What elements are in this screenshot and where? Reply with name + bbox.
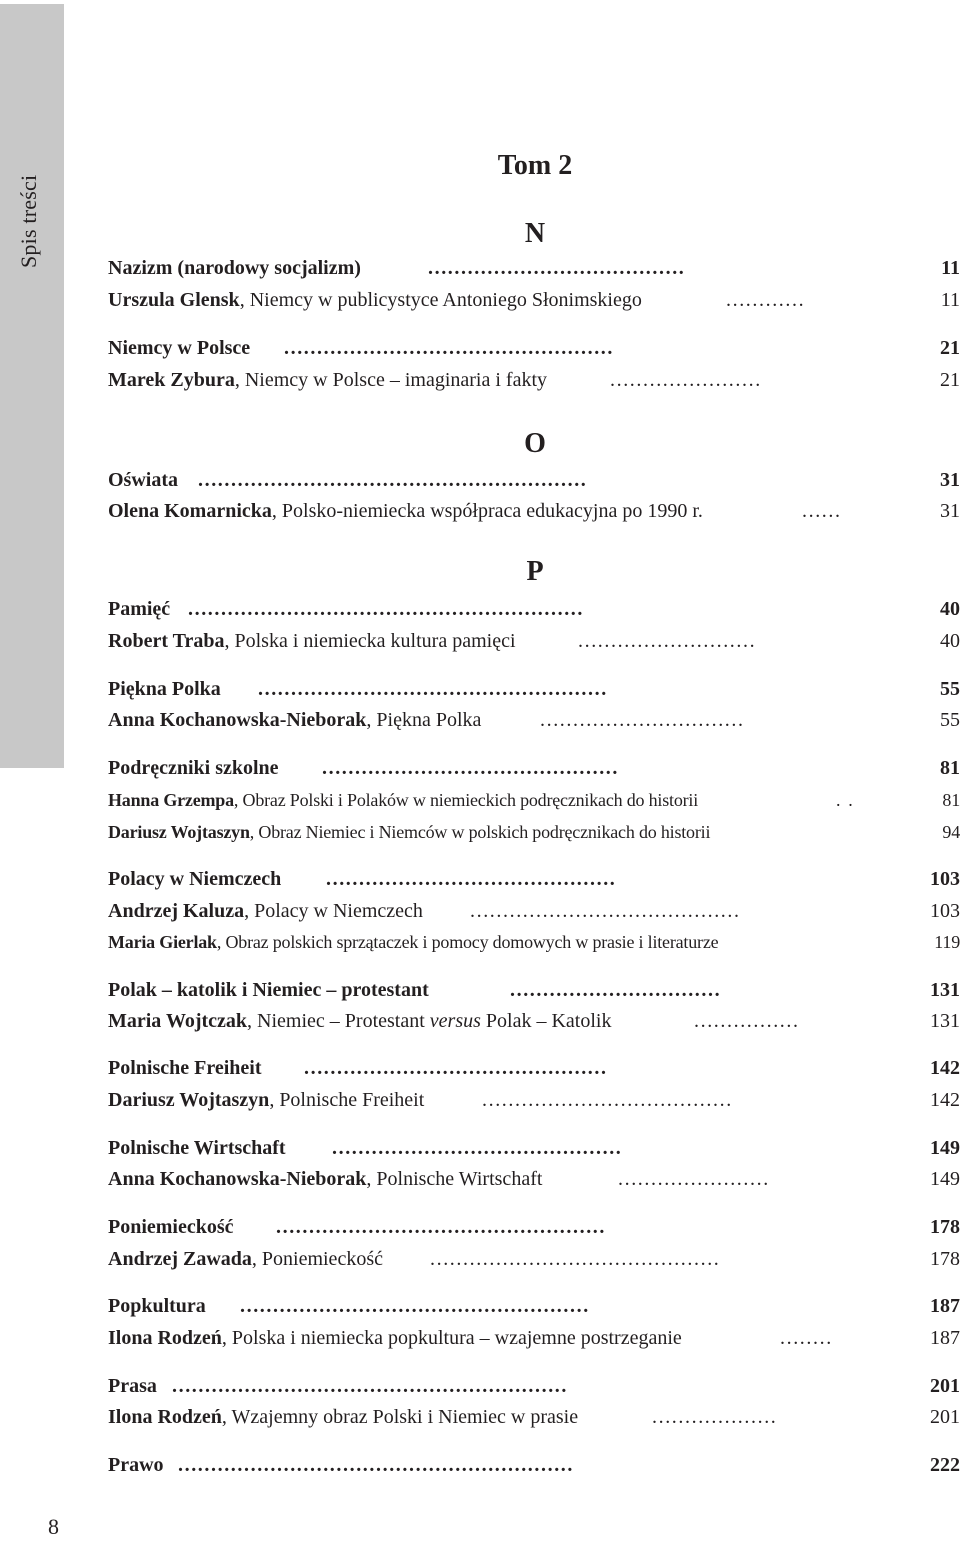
page-ref: 178: [930, 1248, 960, 1270]
leader-dots: . .: [836, 790, 855, 810]
article-author: Andrzej Kaluza: [108, 900, 245, 922]
toc-article[interactable]: Olena Komarnicka, Polsko-niemiecka współpraca edukacyjna po 1990 r. ...... 31: [108, 496, 960, 526]
page-ref: 31: [940, 469, 960, 491]
article-title: Polacy w Niemczech: [254, 900, 423, 922]
leader-dots: ......: [802, 500, 842, 522]
leader-dots: ................: [694, 1010, 800, 1032]
article-author: Anna Kochanowska-Nieborak: [108, 1168, 367, 1190]
leader-dots: .....................................................: [258, 678, 608, 700]
page-ref: 187: [930, 1295, 960, 1317]
heading-title: Pamięć: [108, 598, 171, 620]
leader-dots: ...........................: [578, 630, 757, 652]
leader-dots: .........................................: [470, 900, 741, 922]
leader-dots: ...........................................................: [198, 469, 588, 491]
leader-dots: ........: [780, 1327, 833, 1349]
page-ref: 55: [940, 709, 960, 731]
article-author: Dariusz Wojtaszyn: [108, 822, 250, 842]
page-ref: 222: [930, 1454, 960, 1476]
leader-dots: .......................: [618, 1168, 770, 1190]
leader-dots: ................................: [510, 979, 722, 1001]
toc-heading[interactable]: [108, 1450, 960, 1480]
volume-title: Tom 2: [497, 150, 573, 181]
heading-title: Polnische Wirtschaft: [108, 1137, 286, 1159]
toc-article[interactable]: Hanna Grzempa, Obraz Polski i Polaków w niemieckich podręcznikach do historii . . 81: [108, 785, 960, 815]
toc-heading[interactable]: [108, 1053, 960, 1083]
leader-dots: ............................................: [430, 1248, 721, 1270]
toc-heading[interactable]: [108, 753, 960, 783]
article-title: Polnische Wirtschaft: [376, 1168, 543, 1190]
letter-heading-n: N: [524, 218, 546, 249]
page-ref: 201: [930, 1406, 960, 1428]
article-author: Hanna Grzempa: [108, 790, 234, 810]
leader-dots: ............: [726, 289, 806, 311]
article-author: Urszula Glensk: [108, 289, 240, 311]
leader-dots: .....................................................: [240, 1295, 590, 1317]
page-ref: 55: [940, 678, 960, 700]
article-title: Obraz polskich sprzątaczek i pomocy domowych w prasie i literaturze: [225, 932, 719, 952]
page-ref: 11: [941, 257, 960, 279]
page-ref: 81: [942, 790, 960, 810]
article-title: Piękna Polka: [376, 709, 482, 731]
toc-heading[interactable]: [108, 674, 960, 704]
leader-dots: ..................................................: [276, 1216, 606, 1238]
article-title: Niemcy w publicystyce Antoniego Słonimskiego: [249, 289, 642, 311]
article-author: Marek Zybura: [108, 369, 235, 391]
article-title: Obraz Niemiec i Niemców w polskich podręcznikach do historii: [258, 822, 711, 842]
article-title-italic: versus: [429, 1010, 481, 1032]
toc-heading[interactable]: [108, 465, 960, 495]
heading-title: Prasa: [108, 1375, 157, 1397]
toc-heading[interactable]: [108, 1212, 960, 1242]
toc-article[interactable]: Marek Zybura, Niemcy w Polsce – imaginaria i fakty ....................... 21: [108, 365, 960, 395]
page-ref: 142: [930, 1057, 960, 1079]
leader-dots: .......................: [610, 369, 762, 391]
leader-dots: .............................................: [322, 757, 619, 779]
page-ref: 187: [930, 1327, 960, 1349]
leader-dots: ............................................................: [172, 1375, 568, 1397]
toc-heading[interactable]: [108, 253, 960, 283]
leader-dots: .......................................: [428, 257, 686, 279]
article-title: Polnische Freiheit: [279, 1089, 425, 1111]
toc-article[interactable]: Maria Wojtczak, Niemiec – Protestant versus Polak – Katolik ................ 131: [108, 1006, 960, 1036]
leader-dots: ............................................: [332, 1137, 623, 1159]
heading-title: Polnische Freiheit: [108, 1057, 262, 1079]
article-author: Dariusz Wojtaszyn: [108, 1089, 270, 1111]
leader-dots: ......................................: [482, 1089, 733, 1111]
side-tab: [0, 4, 64, 768]
article-author: Olena Komarnicka: [108, 500, 272, 522]
page-ref: 119: [934, 932, 960, 952]
page-ref: 40: [940, 630, 960, 652]
toc-article[interactable]: Dariusz Wojtaszyn, Obraz Niemiec i Niemców w polskich podręcznikach do historii 94: [108, 817, 960, 847]
leader-dots: ............................................................: [188, 598, 584, 620]
toc-article[interactable]: Andrzej Kaluza, Polacy w Niemczech ......................................... 103: [108, 896, 960, 926]
page-ref: 103: [930, 900, 960, 922]
toc-article[interactable]: Anna Kochanowska-Nieborak, Polnische Wirtschaft ....................... 149: [108, 1164, 960, 1194]
heading-title: Polacy w Niemczech: [108, 868, 282, 890]
toc-heading[interactable]: [108, 1291, 960, 1321]
page-ref: 178: [930, 1216, 960, 1238]
page-ref: 94: [942, 822, 960, 842]
leader-dots: ...............................: [540, 709, 745, 731]
heading-title: Oświata: [108, 469, 178, 491]
heading-title: Poniemieckość: [108, 1216, 234, 1238]
toc-article[interactable]: Robert Traba, Polska i niemiecka kultura pamięci ........................... 40: [108, 626, 960, 656]
article-title: Wzajemny obraz Polski i Niemiec w prasie: [231, 1406, 579, 1428]
toc-article[interactable]: Anna Kochanowska-Nieborak, Piękna Polka ............................... 55: [108, 705, 960, 735]
page-ref: 103: [930, 868, 960, 890]
article-author: Andrzej Zawada: [108, 1248, 252, 1270]
page-ref: 81: [940, 757, 960, 779]
toc-heading[interactable]: [108, 1133, 960, 1163]
article-author: Anna Kochanowska-Nieborak: [108, 709, 367, 731]
heading-title: Nazizm (narodowy socjalizm): [108, 257, 361, 279]
heading-title: Popkultura: [108, 1295, 206, 1317]
toc-article[interactable]: Dariusz Wojtaszyn, Polnische Freiheit ...................................... 142: [108, 1085, 960, 1115]
heading-title: Piękna Polka: [108, 678, 221, 700]
page-ref: 142: [930, 1089, 960, 1111]
page-ref: 149: [930, 1137, 960, 1159]
letter-heading-p: P: [526, 556, 544, 587]
leader-dots: ............................................................: [178, 1454, 574, 1476]
page-ref: 40: [940, 598, 960, 620]
article-title: Polska i niemiecka popkultura – wzajemne postrzeganie: [231, 1327, 682, 1349]
page-ref: 31: [940, 500, 960, 522]
leader-dots: ............................................: [326, 868, 617, 890]
page-ref: 11: [940, 289, 960, 311]
article-author: Ilona Rodzeń: [108, 1327, 222, 1349]
article-author: Maria Wojtczak: [108, 1010, 248, 1032]
heading-title: Polak – katolik i Niemiec – protestant: [108, 979, 429, 1001]
leader-dots: ..............................................: [304, 1057, 608, 1079]
article-author: Maria Gierlak: [108, 932, 217, 952]
page-ref: 21: [940, 369, 960, 391]
leader-dots: ...................: [652, 1406, 778, 1428]
article-author: Ilona Rodzeń: [108, 1406, 222, 1428]
heading-title: Podręczniki szkolne: [108, 757, 279, 779]
page-ref: 21: [940, 337, 960, 359]
toc-article[interactable]: Urszula Glensk, Niemcy w publicystyce Antoniego Słonimskiego ............ 11: [108, 285, 960, 315]
article-title: Polska i niemiecka kultura pamięci: [234, 630, 516, 652]
letter-heading-o: O: [524, 428, 546, 459]
toc-heading[interactable]: [108, 594, 960, 624]
toc-heading[interactable]: [108, 975, 960, 1005]
article-title: Obraz Polski i Polaków w niemieckich podręcznikach do historii: [242, 790, 699, 810]
page-ref: 131: [930, 1010, 960, 1032]
article-title: Polsko-niemiecka współpraca edukacyjna po 1990 r.: [281, 500, 703, 522]
page-ref: 149: [930, 1168, 960, 1190]
toc-article[interactable]: Andrzej Zawada, Poniemieckość ............................................ 178: [108, 1244, 960, 1274]
page-number: 8: [48, 1514, 59, 1539]
toc-heading[interactable]: [108, 333, 960, 363]
page-ref: 131: [930, 979, 960, 1001]
heading-title: Niemcy w Polsce: [108, 337, 251, 359]
article-title: Polak – Katolik: [485, 1010, 612, 1032]
article-title: Niemcy w Polsce – imaginaria i fakty: [244, 369, 547, 391]
heading-title: Prawo: [108, 1454, 164, 1476]
toc-heading[interactable]: [108, 864, 960, 894]
article-author: Robert Traba: [108, 630, 225, 652]
section-label: Spis treści: [16, 174, 41, 268]
toc-heading[interactable]: [108, 1371, 960, 1401]
toc-article[interactable]: Maria Gierlak, Obraz polskich sprzątaczek i pomocy domowych w prasie i literaturze 119: [108, 927, 960, 957]
leader-dots: ..................................................: [284, 337, 614, 359]
article-title: Poniemieckość: [261, 1248, 383, 1270]
toc-article[interactable]: Ilona Rodzeń, Polska i niemiecka popkultura – wzajemne postrzeganie ........ 187: [108, 1323, 960, 1353]
article-title: Niemiec – Protestant: [257, 1010, 425, 1032]
page-ref: 201: [930, 1375, 960, 1397]
toc-article[interactable]: Ilona Rodzeń, Wzajemny obraz Polski i Niemiec w prasie ................... 201: [108, 1402, 960, 1432]
